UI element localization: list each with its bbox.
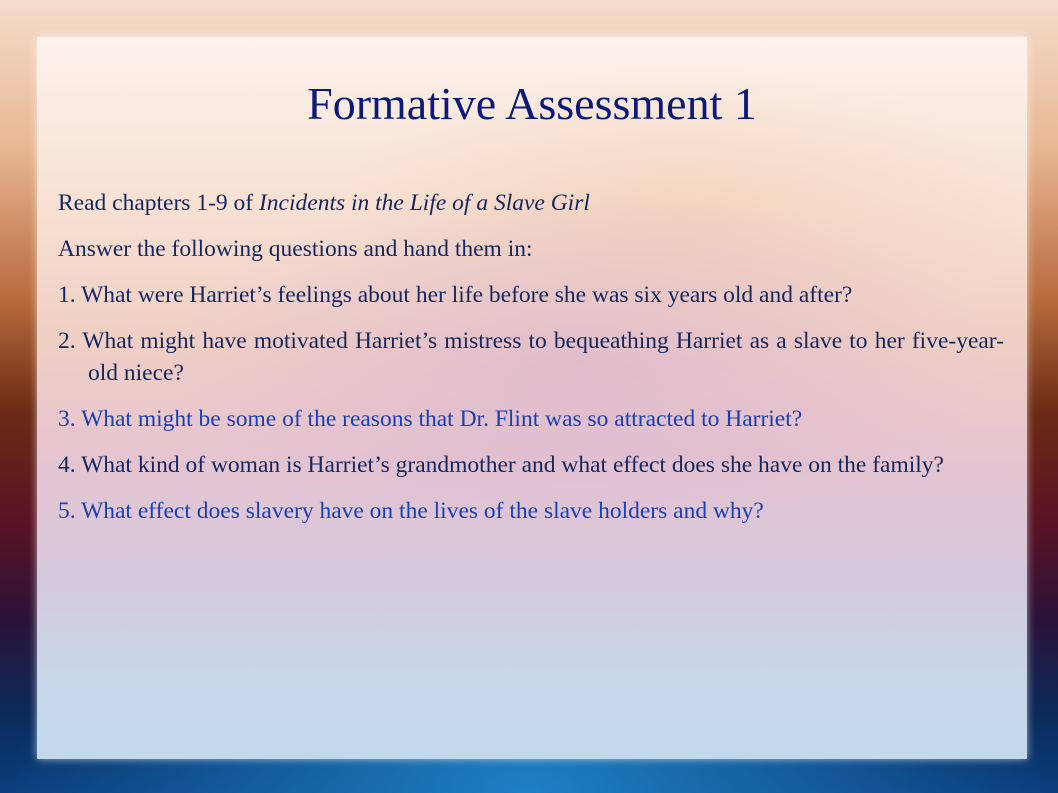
question-2: 2. What might have motivated Harriet’s mistress to bequeathing Harriet as a slave to her five-year-old niece? — [58, 328, 1004, 386]
question-1: 1. What were Harriet’s feelings about her life before she was six years old and after? — [58, 282, 853, 308]
answer-instruction: Answer the following questions and hand them in: — [58, 236, 533, 262]
question-5: 5. What effect does slavery have on the lives of the slave holders and why? — [58, 498, 764, 524]
question-3: 3. What might be some of the reasons that Dr. Flint was so attracted to Harriet? — [58, 406, 803, 432]
slide-panel — [37, 37, 1027, 759]
book-title: Incidents in the Life of a Slave Girl — [258, 190, 590, 216]
slide-body — [58, 187, 1004, 541]
slide-title: Formative Assessment 1 — [307, 78, 757, 129]
question-4: 4. What kind of woman is Harriet’s grandmother and what effect does she have on the family? — [58, 452, 944, 478]
reading-instruction-prefix: Read chapters 1-9 of — [58, 190, 259, 216]
reading-instruction — [58, 187, 1004, 219]
